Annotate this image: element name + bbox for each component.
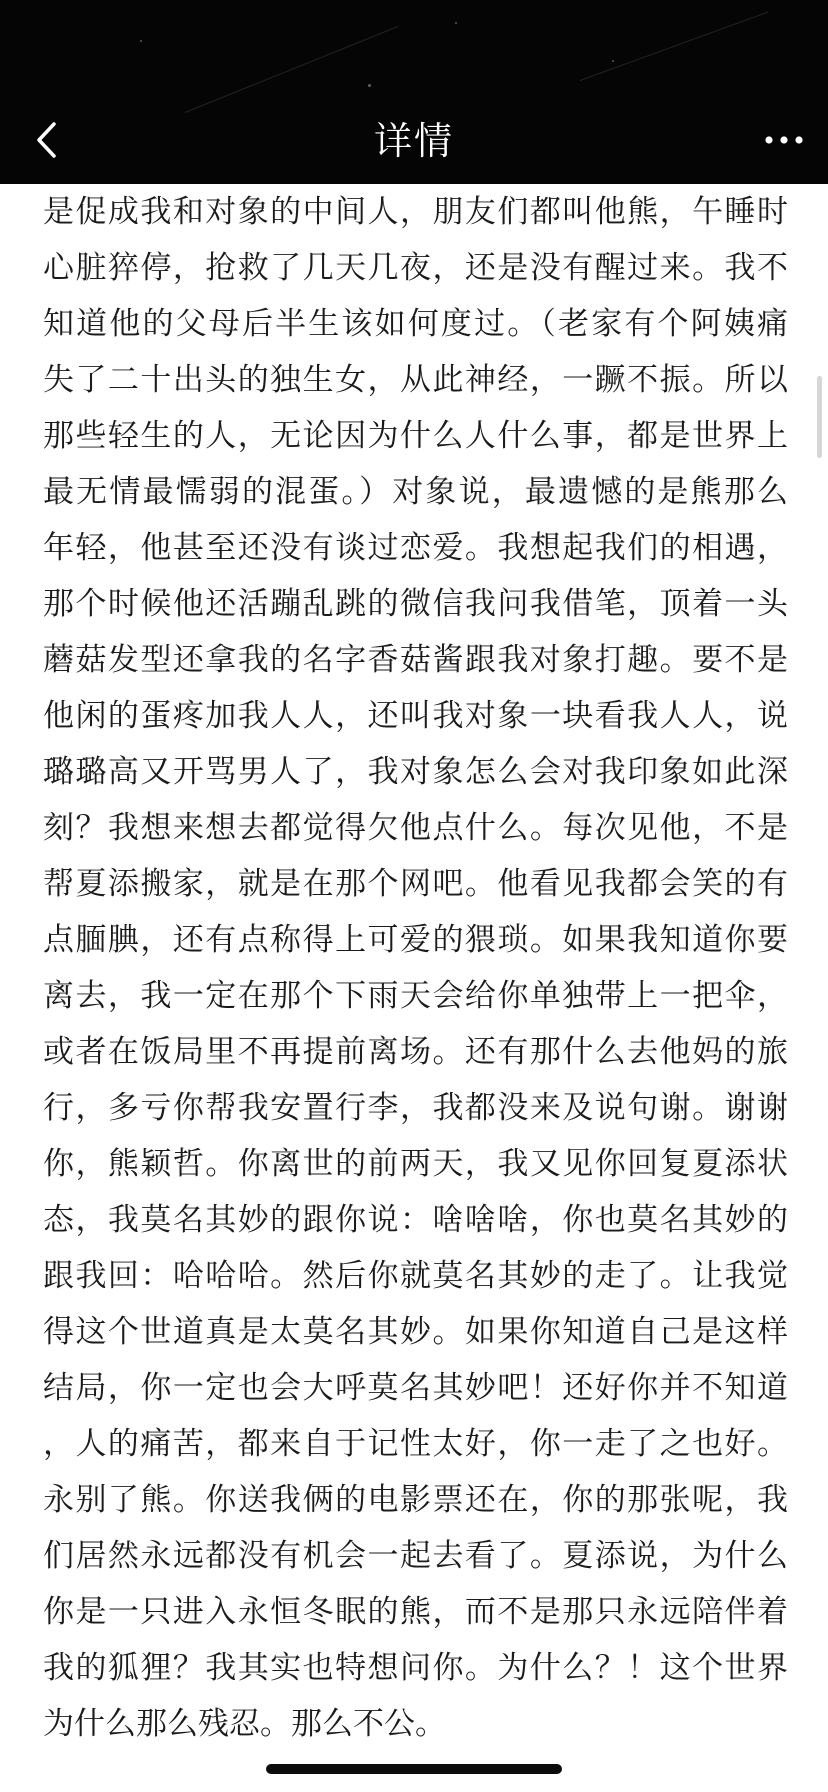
article-line: 知道他的父母后半生该如何度过。（老家有个阿姨痛 (43, 306, 788, 342)
article-line: 点腼腆，还有点称得上可爱的猥琐。如果我知道你要 (43, 922, 788, 958)
scrollbar[interactable] (817, 376, 822, 458)
article-line: 璐璐高又开骂男人了，我对象怎么会对我印象如此深 (43, 754, 788, 790)
decorative-star (612, 60, 614, 62)
article-line: 心脏猝停，抢救了几天几夜，还是没有醒过来。我不 (43, 250, 788, 286)
article-line: 你是一只进入永恒冬眠的熊，而不是那只永远陪伴着 (43, 1594, 788, 1630)
article-line: 离去，我一定在那个下雨天会给你单独带上一把伞， (43, 978, 788, 1014)
article-line: 蘑菇发型还拿我的名字香菇酱跟我对象打趣。要不是 (43, 642, 788, 678)
article-line: 年轻，他甚至还没有谈过恋爱。我想起我们的相遇， (43, 530, 788, 566)
article-line: 态，我莫名其妙的跟你说：啥啥啥，你也莫名其妙的 (43, 1202, 788, 1238)
article-body (43, 184, 788, 1744)
article-line: 我的狐狸？我其实也特想问你。为什么？！这个世界 (43, 1650, 788, 1686)
article-line: 跟我回：哈哈哈。然后你就莫名其妙的走了。让我觉 (43, 1258, 788, 1294)
article-line: 永别了熊。你送我俩的电影票还在，你的那张呢，我 (43, 1482, 788, 1518)
article-line: 或者在饭局里不再提前离场。还有那什么去他妈的旅 (43, 1034, 788, 1070)
top-nav-bar (0, 0, 828, 184)
decorative-streak (580, 12, 768, 81)
article-line: 行，多亏你帮我安置行李，我都没来及说句谢。谢谢 (43, 1090, 788, 1126)
article-line: 那些轻生的人，无论因为什么人什么事，都是世界上 (43, 418, 788, 454)
article-line: 你，熊颖哲。你离世的前两天，我又见你回复夏添状 (43, 1146, 788, 1182)
article-line: 们居然永远都没有机会一起去看了。夏添说，为什么 (43, 1538, 788, 1574)
article-line: 得这个世道真是太莫名其妙。如果你知道自己是这样 (43, 1314, 788, 1350)
article-line: 失了二十出头的独生女，从此神经，一蹶不振。所以 (43, 362, 788, 398)
home-indicator[interactable] (266, 1764, 562, 1774)
decorative-star (368, 84, 371, 87)
article-line: 他闲的蛋疼加我人人，还叫我对象一块看我人人，说 (43, 698, 788, 734)
decorative-streak (185, 26, 399, 113)
article-line: 刻？我想来想去都觉得欠他点什么。每次见他，不是 (43, 810, 788, 846)
article-line: 结局，你一定也会大呼莫名其妙吧！还好你并不知道 (43, 1370, 788, 1406)
page-title: 详情 (373, 119, 454, 163)
more-horizontal-icon (764, 135, 804, 145)
article-line: 最无情最懦弱的混蛋。）对象说，最遗憾的是熊那么 (43, 474, 788, 510)
article-line: ，人的痛苦，都来自于记性太好，你一走了之也好。 (43, 1426, 788, 1462)
article-line: 为什么那么残忍。那么不公。 (43, 1706, 446, 1742)
more-options-button[interactable] (748, 112, 804, 168)
article-line: 那个时候他还活蹦乱跳的微信我问我借笔，顶着一头 (43, 586, 788, 622)
decorative-star (140, 40, 142, 42)
article-line: 帮夏添搬家，就是在那个网吧。他看见我都会笑的有 (43, 866, 788, 902)
decorative-star (455, 22, 457, 24)
article-line: 是促成我和对象的中间人，朋友们都叫他熊，午睡时 (43, 194, 788, 230)
